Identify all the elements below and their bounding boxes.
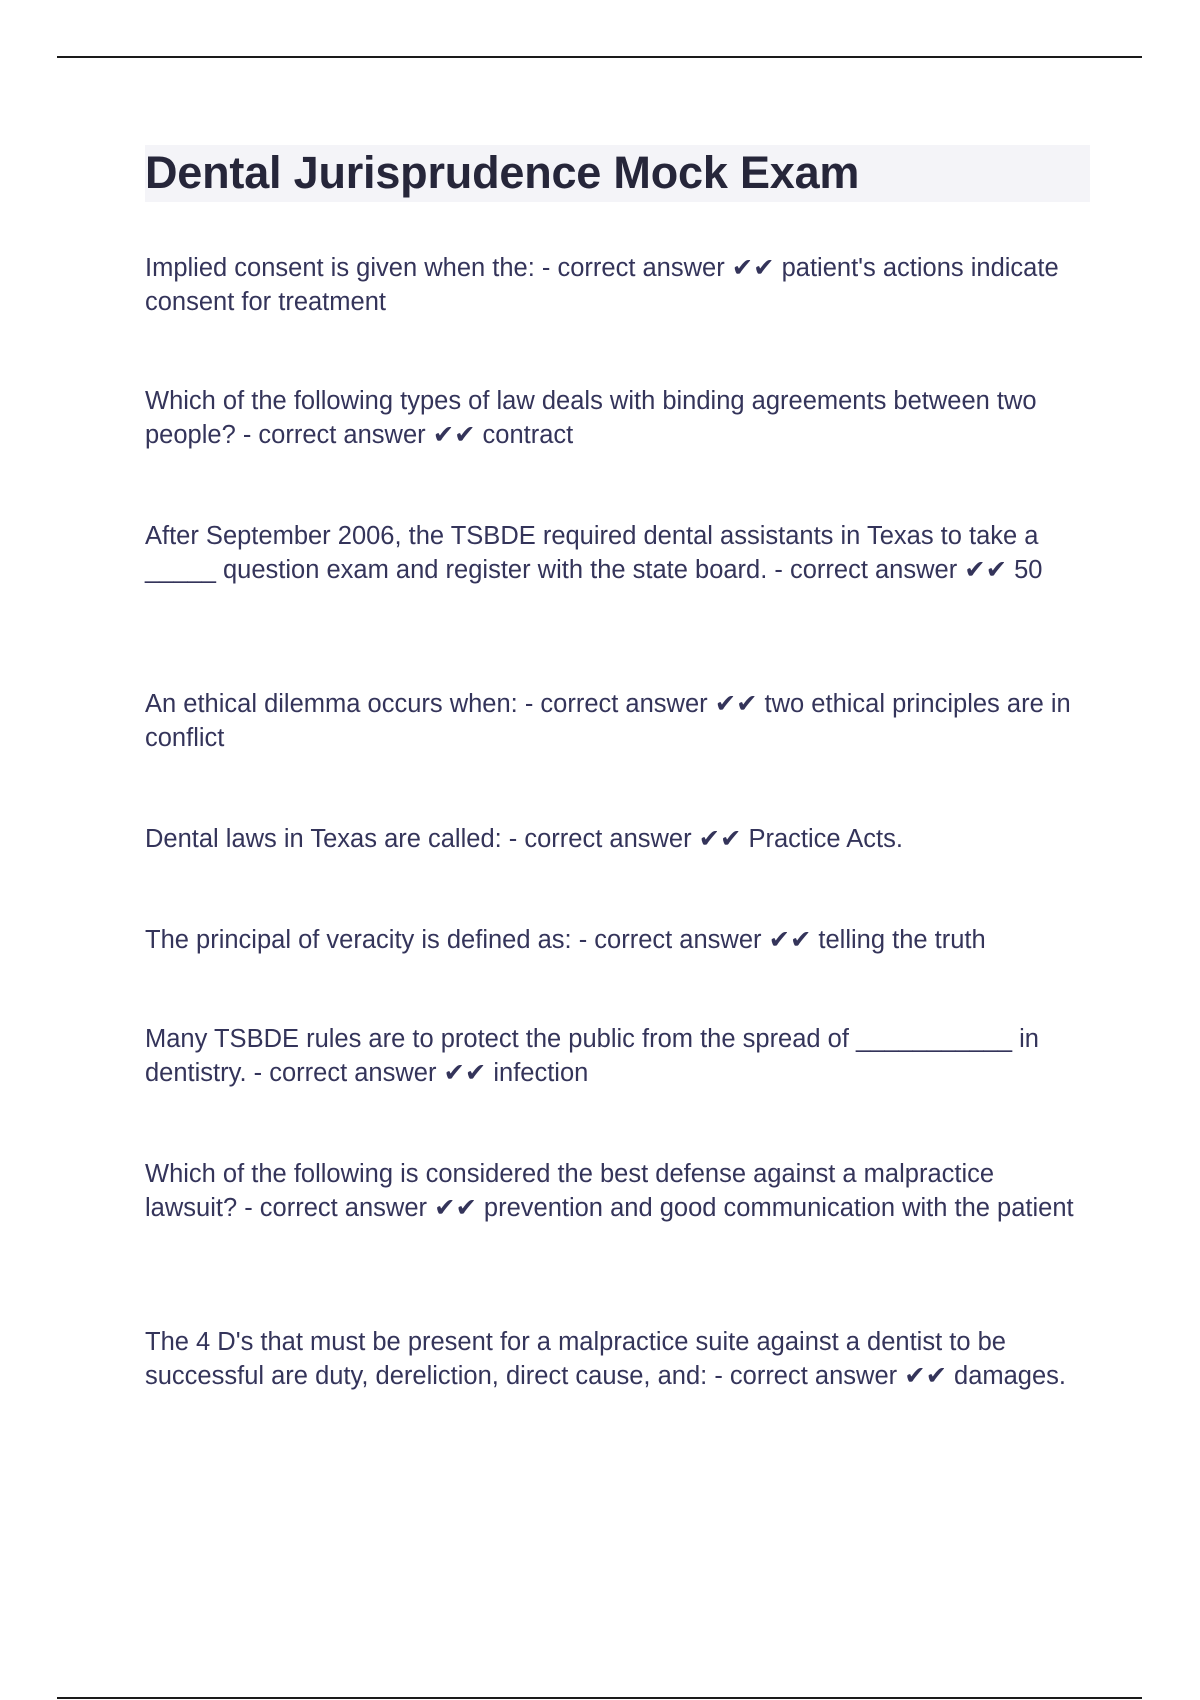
top-rule [57,56,1142,58]
question-answer-item: The 4 D's that must be present for a malpractice suite against a dentist to be successful are duty, dereliction, direct cause, and: - correct answer ✔✔ damages. [145,1328,1067,1390]
bottom-rule [57,1697,1142,1699]
page-title: Dental Jurisprudence Mock Exam [145,147,860,198]
title-block [145,145,1090,202]
question-answer-item: An ethical dilemma occurs when: - correct answer ✔✔ two ethical principles are in conflict [145,690,1071,752]
question-answer-item: Which of the following types of law deals with binding agreements between two people? - correct answer ✔✔ contract [145,387,1037,449]
question-answer-item: Many TSBDE rules are to protect the public from the spread of ___________ in dentistry. - correct answer ✔✔ infection [145,1025,1039,1087]
question-answer-item: Dental laws in Texas are called: - correct answer ✔✔ Practice Acts. [145,825,903,853]
question-answer-item: Which of the following is considered the best defense against a malpractice lawsuit? - correct answer ✔✔ prevention and good communication with the patient [145,1160,1074,1222]
question-answer-item: After September 2006, the TSBDE required dental assistants in Texas to take a _____ question exam and register with the state board. - correct answer ✔✔ 50 [145,522,1043,584]
question-answer-item: Implied consent is given when the: - correct answer ✔✔ patient's actions indicate consent for treatment [145,254,1059,316]
question-answer-item: The principal of veracity is defined as: - correct answer ✔✔ telling the truth [145,926,986,954]
